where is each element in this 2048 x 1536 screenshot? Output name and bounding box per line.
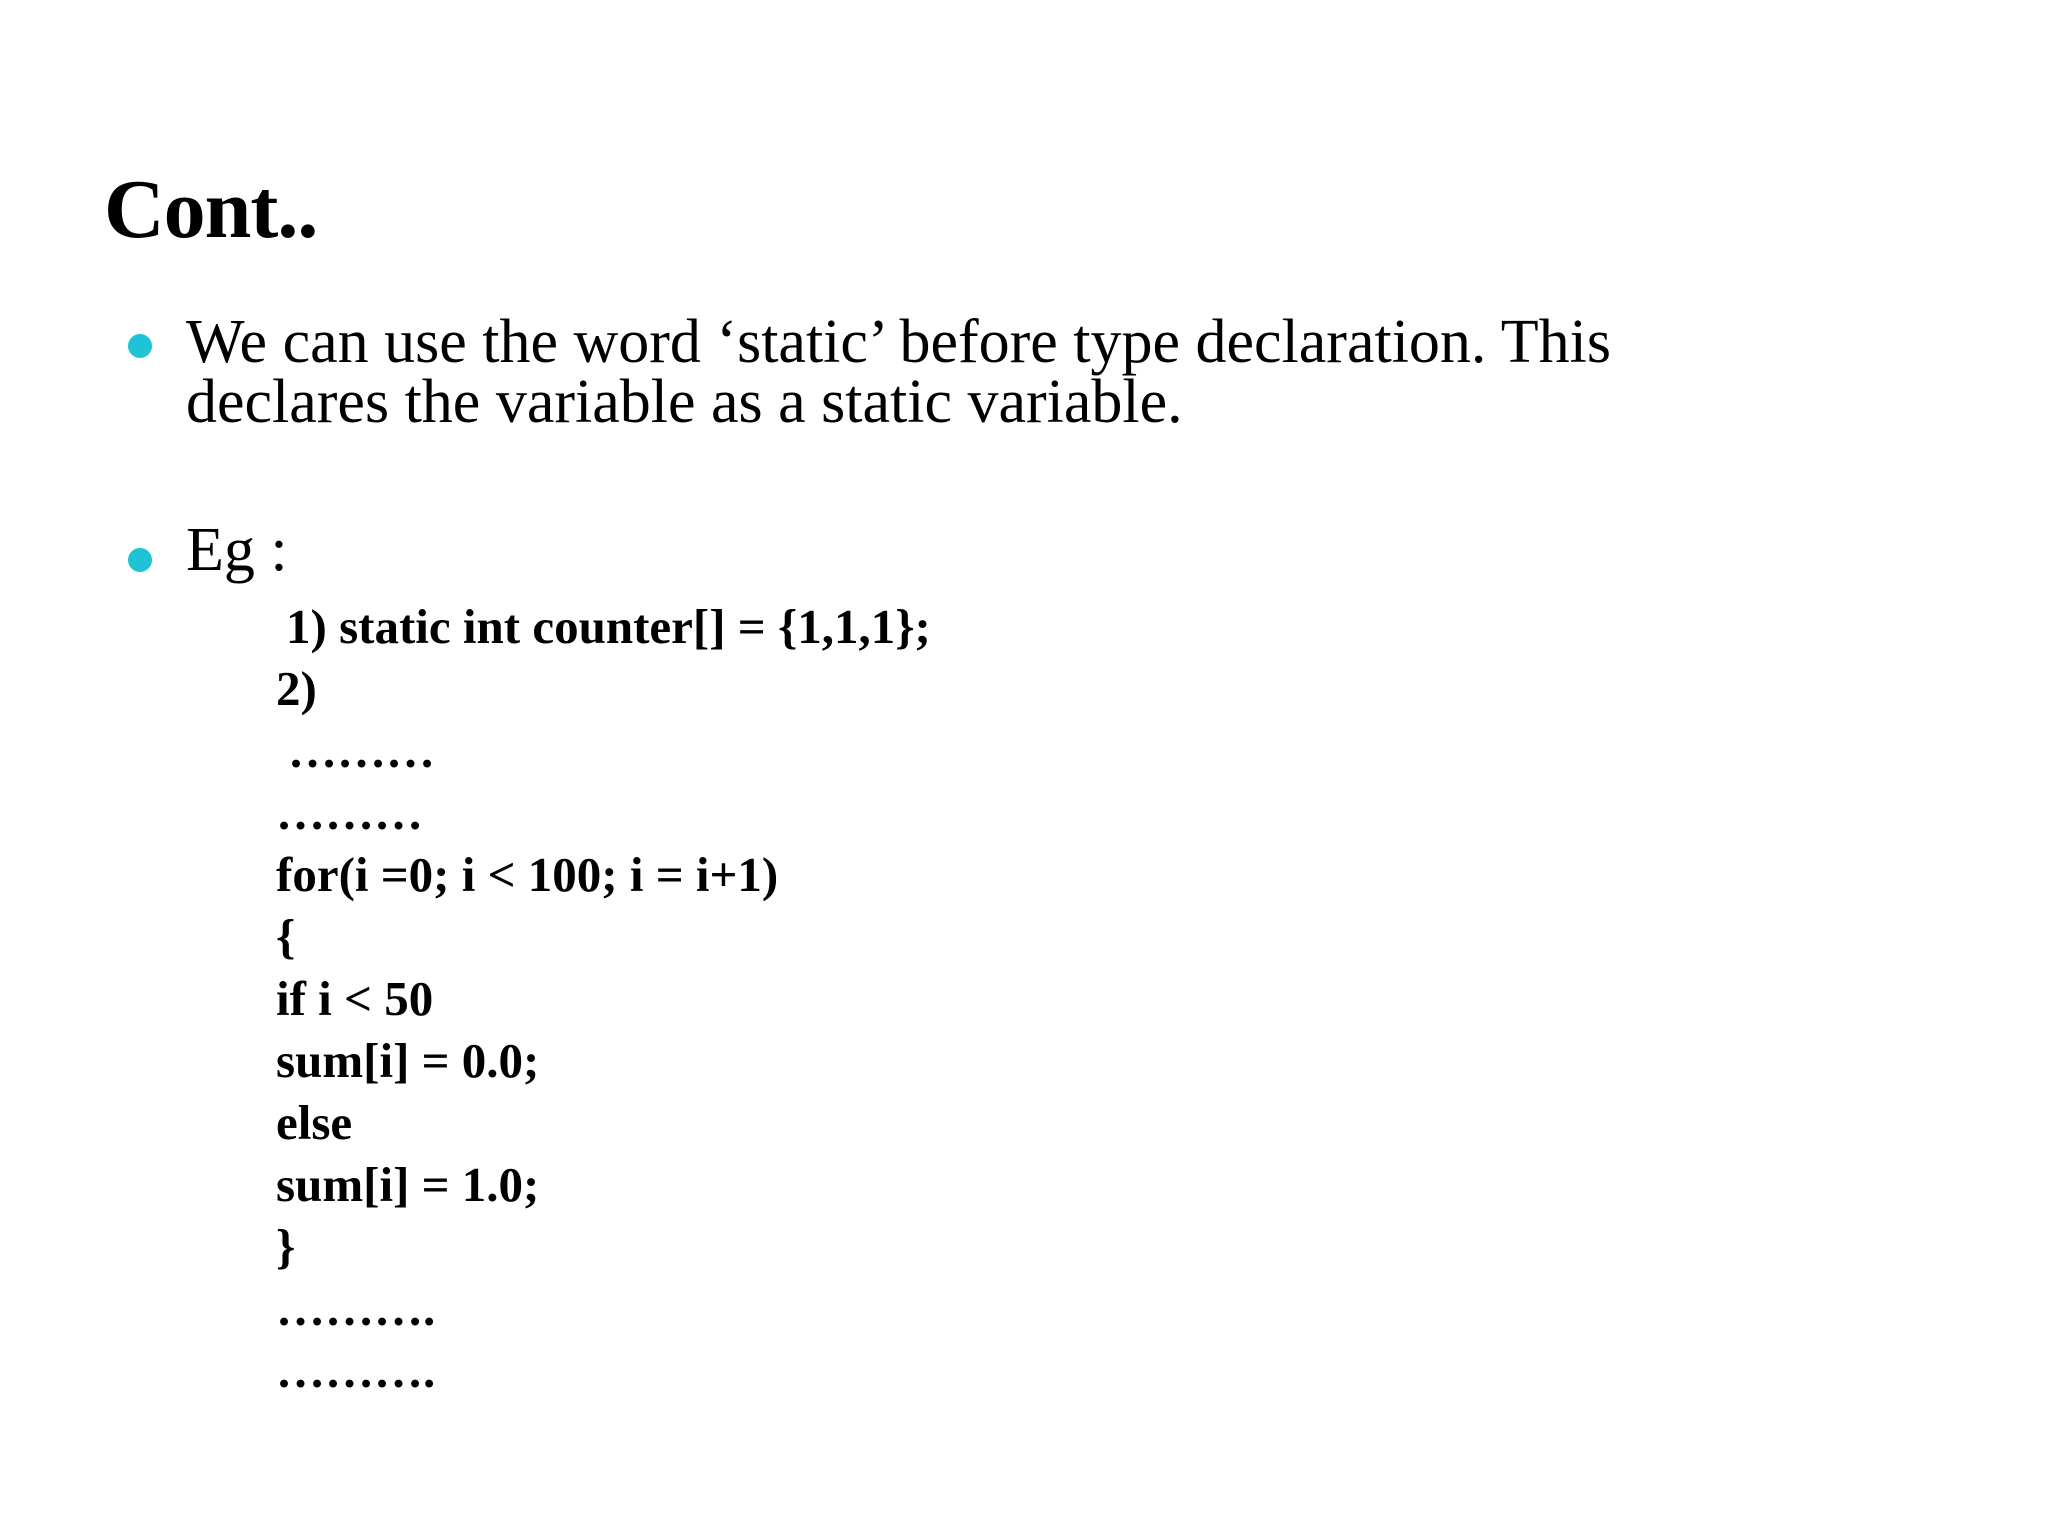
code-line: { bbox=[276, 909, 296, 964]
code-line: sum[i] = 0.0; bbox=[276, 1033, 540, 1088]
code-line: ………. bbox=[276, 1343, 436, 1398]
code-example bbox=[276, 596, 931, 1402]
code-line: if i < 50 bbox=[276, 971, 434, 1026]
code-line: ………. bbox=[276, 1281, 436, 1336]
bullet-text-line: We can use the word ‘static’ before type declaration. This bbox=[186, 308, 1612, 376]
code-line: for(i =0; i < 100; i = i+1) bbox=[276, 847, 779, 902]
bullet-dot-icon bbox=[128, 548, 152, 572]
code-line: sum[i] = 1.0; bbox=[276, 1157, 540, 1212]
bullet-dot-icon bbox=[128, 334, 152, 358]
code-line: 1) static int counter[] = {1,1,1}; bbox=[286, 599, 931, 654]
code-line: ……… bbox=[276, 785, 423, 840]
slide-title: Cont.. bbox=[104, 163, 318, 256]
bullet-text-line: declares the variable as a static variable. bbox=[186, 368, 1183, 436]
code-line: ……… bbox=[288, 723, 435, 778]
code-line: } bbox=[276, 1219, 296, 1274]
code-line: 2) bbox=[276, 661, 317, 716]
code-line: else bbox=[276, 1095, 353, 1150]
bullet-text bbox=[186, 308, 1746, 436]
bullet-text: Eg : bbox=[186, 516, 288, 584]
